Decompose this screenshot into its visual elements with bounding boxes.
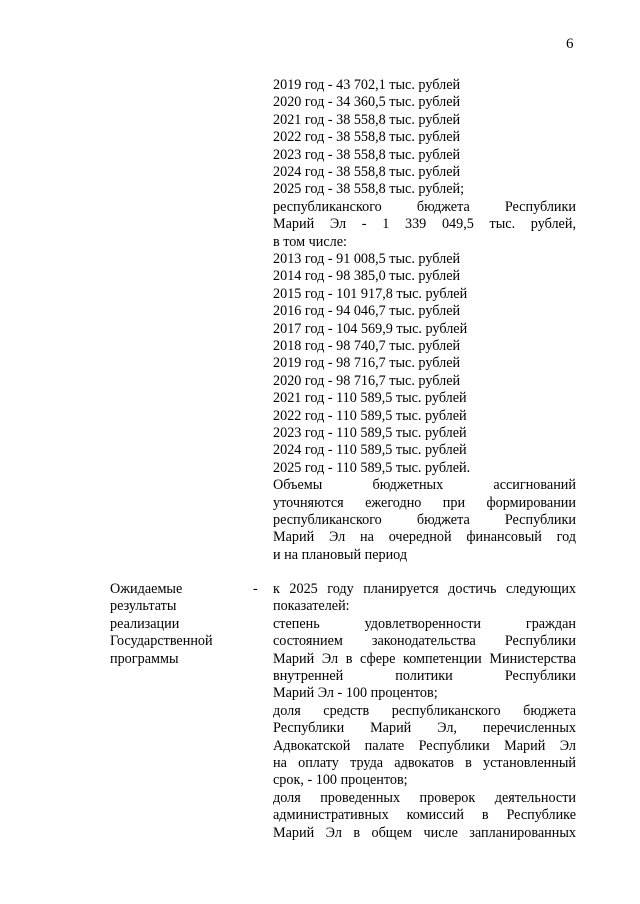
budget-line: 2024 год - 110 589,5 тыс. рублей (273, 442, 467, 459)
budget-line: 2025 год - 110 589,5 тыс. рублей. (273, 459, 471, 476)
section-dash: - (253, 581, 258, 597)
budget-line: 2018 год - 98 740,7 тыс. рублей (273, 338, 461, 354)
budget-line: уточняются ежегодно при формировании (273, 494, 576, 511)
result-line: Марий Эл в общем числе запланированных (273, 824, 576, 841)
budget-line: 2017 год - 104 569,9 тыс. рублей (273, 320, 468, 337)
budget-line: 2024 год - 38 558,8 тыс. рублей (273, 164, 461, 180)
budget-line: в том числе: (273, 233, 347, 250)
budget-line: республиканского бюджета Республики (273, 512, 576, 528)
budget-line: 2021 год - 38 558,8 тыс. рублей (273, 111, 461, 128)
result-line: доля проведенных проверок деятельности (273, 789, 576, 806)
budget-line: 2015 год - 101 917,8 тыс. рублей (273, 285, 468, 302)
result-line: доля средств республиканского бюджета (273, 702, 576, 719)
result-line: на оплату труда адвокатов в установленный (273, 755, 576, 771)
result-line: срок, - 100 процентов; (273, 772, 408, 789)
result-line: административных комиссий в Республике (273, 807, 576, 824)
result-line: состоянием законодательства Республики (273, 633, 576, 650)
budget-line: 2023 год - 38 558,8 тыс. рублей (273, 146, 461, 163)
result-line: Республики Марий Эл, перечисленных (273, 720, 576, 737)
budget-line: 2013 год - 91 008,5 тыс. рублей (273, 251, 461, 267)
budget-line: 2022 год - 38 558,8 тыс. рублей (273, 129, 461, 146)
budget-line: и на плановый период (273, 546, 408, 563)
budget-line: 2022 год - 110 589,5 тыс. рублей (273, 407, 467, 424)
budget-line: 2019 год - 98 716,7 тыс. рублей (273, 355, 461, 372)
result-line: Адвокатской палате Республики Марий Эл (273, 737, 576, 754)
budget-line: 2023 год - 110 589,5 тыс. рублей (273, 425, 467, 441)
budget-line: 2020 год - 34 360,5 тыс. рублей (273, 94, 461, 111)
result-line: Марий Эл - 100 процентов; (273, 685, 438, 702)
budget-line: Марий Эл на очередной финансовый год (273, 529, 576, 546)
section-label-line: результаты (110, 598, 177, 615)
budget-line: 2016 год - 94 046,7 тыс. рублей (273, 303, 461, 320)
section-label-line: программы (110, 650, 179, 667)
budget-line: 2019 год - 43 702,1 тыс. рублей (273, 77, 461, 93)
result-line: к 2025 году планируется достичь следующих (273, 581, 576, 597)
budget-line: 2025 год - 38 558,8 тыс. рублей; (273, 181, 465, 198)
result-line: степень удовлетворенности граждан (273, 615, 576, 632)
page-number: 6 (566, 36, 574, 52)
budget-line: Марий Эл - 1 339 049,5 тыс. рублей, (273, 216, 576, 233)
budget-line: 2014 год - 98 385,0 тыс. рублей (273, 268, 461, 285)
result-line: Марий Эл в сфере компетенции Министерства (273, 650, 576, 667)
budget-line: республиканского бюджета Республики (273, 198, 576, 215)
section-label-line: Государственной (110, 633, 213, 650)
result-line: внутренней политики Республики (273, 668, 576, 684)
budget-line: Объемы бюджетных ассигнований (273, 477, 576, 494)
section-label-line: реализации (110, 615, 180, 632)
section-label-line: Ожидаемые (110, 581, 183, 597)
result-line: показателей: (273, 598, 350, 615)
budget-line: 2021 год - 110 589,5 тыс. рублей (273, 390, 467, 407)
budget-line: 2020 год - 98 716,7 тыс. рублей (273, 372, 461, 389)
